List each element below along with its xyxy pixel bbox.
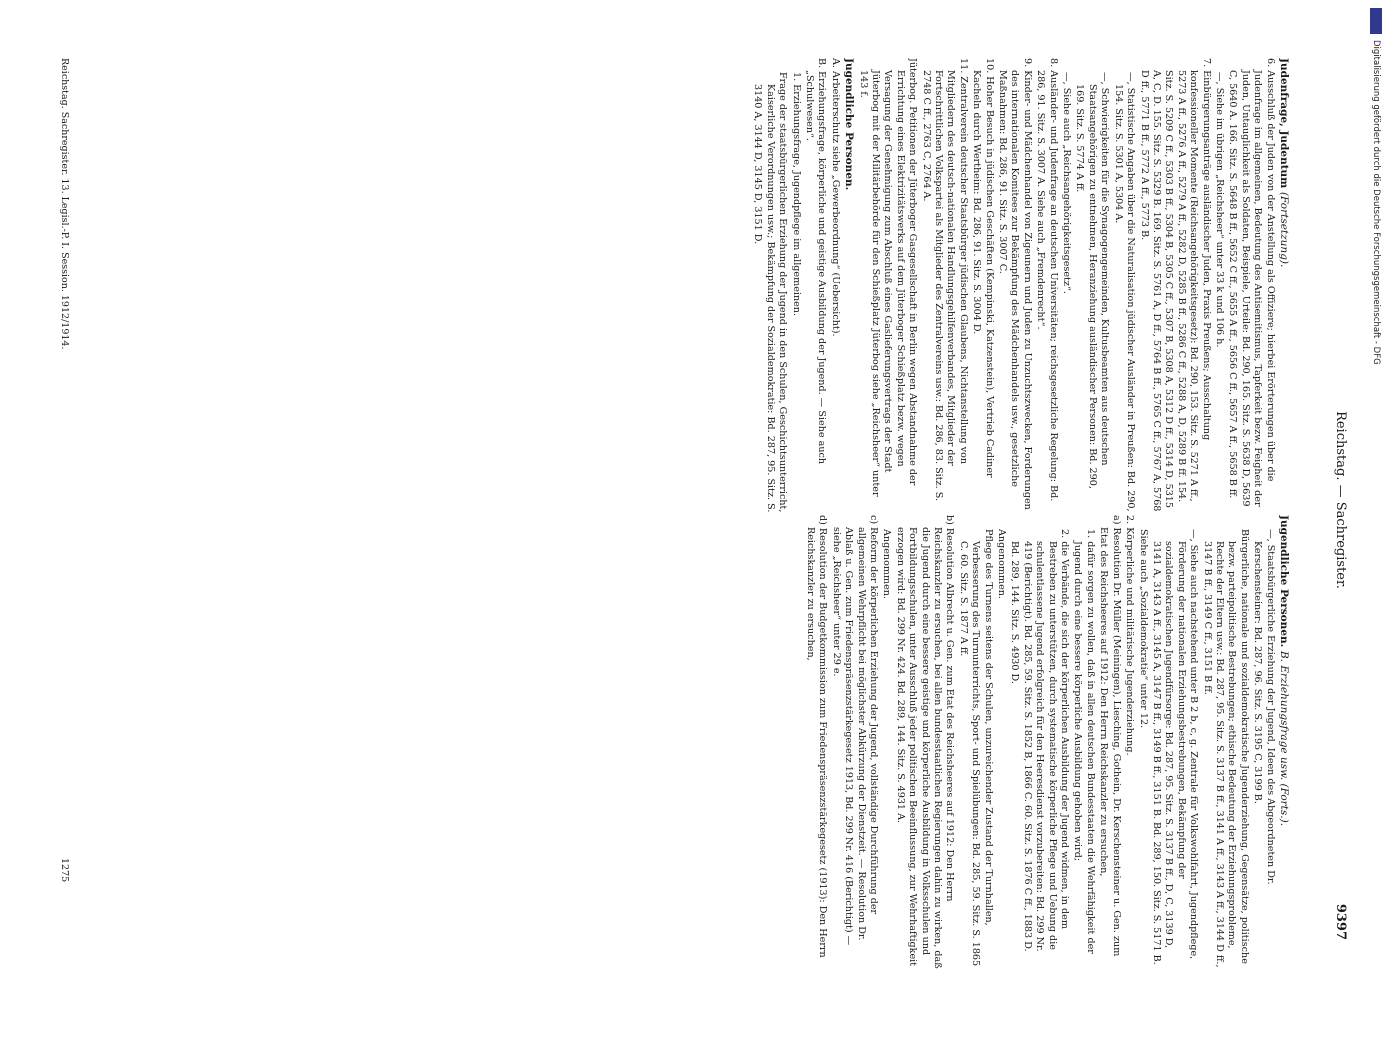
digitization-note: Digitalisierung gefördert durch die Deutsche Forschungsgemeinschaft - DFG bbox=[1371, 40, 1381, 365]
entry-paragraph: A. Arbeiterschutz siehe „Gewerbeordnung“ (Uebersicht). bbox=[829, 58, 841, 337]
entry-paragraph: Bürgerliche, nationale und sozialdemokratische Jugenderziehung, Gegensätze, politische bezw. parteipolitische Bestrebungen; ethische Bedeutung der Erziehungsprobleme, Rechte der Eltern usw.: Bd. 287, 95. Sitz. S. 3137 B ff., 3141 A ff., 3143 A ff., 3144 D ff., 3147 B ff., 3149 C ff., 3151 B ff. bbox=[1201, 529, 1250, 968]
entry-paragraph: —, Statistische Angaben über die Naturalisation jüdischer Ausländer in Preußen: Bd. 290, 154. Sitz. S. 5301 A, 5304 A. bbox=[1112, 72, 1137, 512]
entry-paragraph: 7. Einbürgerungsanträge ausländischer Juden, Praxis Preußens; Ausschaltung konfessioneller Momente (Reichsangehörigkeitsgesetz): Bd. 290, 153. Sitz. S. 5271 A ff., 5273 A ff., 5276 A ff., 5279 A ff., 5282 D, 5285 B ff., 5286 C ff., 5288 A, D, 5289 B ff. 154. Sitz. S. 5209 C ff., 5303 B ff., 5304 B, 5305 C ff., 5307 B, 5308 A, 5312 D ff., 5314 D, 5315 A, C, D. 155. Sitz. S. 5329 B. 169. Sitz. S. 5761 A, D ff., 5764 B ff., 5765 C ff., 5767 A, 5768 D ff., 5771 B ff., 5772 A ff., 5773 B. bbox=[1138, 58, 1212, 512]
heading-text: Judenfrage, Judentum bbox=[1278, 58, 1290, 189]
entry-paragraph: 1. dafür sorgen zu wollen, daß in allen deutschen Bundesstaaten die Wehrfähigkeit der Jugend durch eine bessere körperliche Ausbildung gehoben wird; bbox=[1072, 529, 1096, 954]
entry-paragraph: a) Resolution Dr. Müller (Meiningen), Liesching, Gothein, Dr. Kerschensteiner u. Gen. zum Etat des Reichsheeres auf 1912: Den Herrn Reichskanzler zu ersuchen, bbox=[1098, 515, 1122, 957]
section-heading-judenfrage bbox=[1278, 58, 1290, 513]
entry-paragraph: B. Erziehungsfrage, körperliche und geistige Ausbildung der Jugend. — Siehe auch „Schulwesen“. bbox=[803, 58, 828, 465]
heading-continuation: B. Erziehungsfrage usw. (Forts.). bbox=[1278, 650, 1290, 827]
entry-paragraph: 2. die Verbände, die sich der körperlichen Ausbildung der Jugend widmen, in dem Bestreben zu unterstützen, durch systematische körperliche Pflege und Uebung die schulentlassene Jugend erfolgreich für den Heeresdienst vorzubereiten: Bd. 299 Nr. 419 (Berichtigt). Bd. 285, 59. Sitz. S. 1852 B, 1866 C. 60. Sitz. S. 1876 C ff., 1883 D. Bd. 289, 144. Sitz. S. 4930 D. bbox=[1009, 529, 1071, 952]
heading-text: Jugendliche Personen. bbox=[1278, 515, 1290, 648]
running-title: Reichstag. — Sachregister. bbox=[1333, 411, 1348, 589]
right-column bbox=[70, 515, 1290, 970]
entry-paragraph: —, Schwierigkeiten für die Synagogengemeinden, Kultusbeamten aus deutschen Staatsangehörigen zu entnehmen, Heranziehung ausländischer Personen: Bd. 290, 169. Sitz. S. 5774 A ff. bbox=[1074, 72, 1111, 489]
entry-paragraph: b) Resolution Albrecht u. Gen. zum Etat des Reichsheeres auf 1912: Den Herrn Reichskanzler zu ersuchen, bei allen bundesstaatlichen Regierungen dahin zu wirken, daß die Jugend durch eine bessere geistige und körperliche Ausbildung in Volksschulen und Fortbildungsschulen, unter Ausschluß jeder politischen Beeinflussung, zur Wehrhaftigkeit erzogen wird: Bd. 299 Nr. 424. Bd. 289, 144. Sitz. S. 4931 A. bbox=[894, 515, 956, 969]
dfg-logo-icon bbox=[1370, 8, 1382, 34]
heading-continuation: (Fortsetzung). bbox=[1278, 191, 1290, 268]
entry-paragraph: 8. Ausländer- und Judenfrage an deutschen Universitäten; reichsgesetzliche Regelung: Bd. 286, 91. Sitz. S. 3007 A. Siehe auch „Fremdenrecht“. bbox=[1035, 58, 1059, 502]
section-heading-jugendliche-personen: Jugendliche Personen. bbox=[843, 58, 856, 191]
footer-series: Reichstag. Sachregister. 13. Legisl.-P. I. Session. 1912/1914. bbox=[59, 58, 70, 350]
digitization-stamp bbox=[1370, 0, 1383, 1000]
entry-paragraph: Angenommen. bbox=[881, 529, 893, 599]
entry-paragraph: 9. Kinder- und Mädchenhandel von Zigeunern und Juden zu Unzuchtszwecken, Forderungen des internationalen Komitees zur Bekämpfung des Mädchenhandels usw., gesetzliche Maßnahmen: Bd. 286, 91. Sitz. S. 3007 C. bbox=[997, 58, 1033, 510]
entry-jueterbog: Jüterbog. Petitionen der Jüterboger Gasgesellschaft in Berlin wegen Abstandnahme der Errichtung eines Elektrizitätswerks auf dem Jüterboger Schießplatz bezw. wegen Versagung der Genehmigung zum Abschluß eines Gaslieferungsvertrags der Stadt Jüterbog mit der Militärbehörde für den Schießplatz Jüterbog siehe „Reichsheer“ unter 143 f. bbox=[857, 58, 919, 497]
entry-paragraph: 1. Erziehungsfrage, Jugendpflege im allgemeinen. bbox=[790, 72, 802, 317]
page-header bbox=[1315, 0, 1365, 1000]
entry-paragraph: Angenommen. bbox=[996, 529, 1008, 599]
entry-paragraph: Siehe auch „Sozialdemokratie“ unter 12. bbox=[1137, 529, 1149, 729]
entry-paragraph: —, Staatsbürgerliche Erziehung der Jugend, Ideen des Abgeordneten Dr. Kerschensteiner: Bd. 287, 96. Sitz. S. 3195 C, 3199 B. bbox=[1252, 529, 1276, 885]
entry-paragraph: 2. Körperliche und militärische Jugenderziehung. bbox=[1124, 515, 1136, 756]
entry-paragraph: 10. Hoher Besuch in jüdischen Geschäften (Kempinski, Katzenstein), Vertrieb Cadiner Kacheln durch Wertheim: Bd. 286, 91. Sitz. S. 3004 D. bbox=[971, 58, 995, 478]
entry-paragraph: d) Resolution der Budgetkommission zum Friedenspräsenzstärkegesetz (1913): Den Herrn Reichskanzler zu ersuchen, bbox=[804, 515, 829, 958]
footer-number: 1275 bbox=[59, 858, 70, 883]
entry-paragraph: —, Siehe im übrigen „Reichsheer“ unter 33 k und 106 h. bbox=[1213, 72, 1225, 348]
entry-paragraph: 11. Zentralverein deutscher Staatsbürger jüdischen Glaubens, Nichtanstellung von Mitgliedern des deutsch-nationalen Handlungsgehilfenverbandes, Mitglieder der Fortschrittlichen Volkspartei als Mitglieder des Zentralvereins usw.: Bd. 286, 83. Sitz. S. 2748 C ff., 2763 C, 2764 A. bbox=[920, 58, 969, 501]
document-page bbox=[55, 0, 1365, 1000]
entry-paragraph: —, Siehe auch „Reichsangehörigkeitsgesetz“. bbox=[1061, 72, 1073, 294]
section-heading-jugendliche-personen-cont bbox=[1278, 515, 1290, 970]
entry-paragraph: Pflege des Turnens seitens der Schulen, unzureichender Zustand der Turnhallen, Verbesserung des Turnunterrichts, Sport- und Spielübungen: Bd. 285, 59. Sitz. S. 1865 C. 60. Sitz. S. 1877 A ff. bbox=[957, 529, 994, 967]
page-number: 9397 bbox=[1333, 903, 1348, 940]
page-footer bbox=[56, 58, 70, 998]
entry-paragraph: 6. Ausschluß der Juden von der Anstellung als Offiziere; hierbei Erörterungen über die Judenfrage im allgemeinen, Bedeutung des Antisemitismus, Tapferkeit bezw. Feigheit der Juden, Untauglichkeit als Soldaten, Beispiele, Urteile: Bd. 290, 165. Sitz. S. 5638 D, 5639 C, 5640 A. 166. Sitz. S. 5648 B ff., 5652 C ff., 5655 A ff., 5656 C ff., 5657 A ff., 5658 B ff. bbox=[1227, 58, 1276, 507]
entry-paragraph: c) Reform der körperlichen Erziehung der Jugend, vollständige Durchführung der allgemeinen Wehrpflicht bei möglichster Abkürzung der Dienstzeit. — Resolution Dr. Ablaß u. Gen. zum Friedenspräsenzstärkegesetz 1913, Bd. 299 Nr. 416 (Berichtigt) — siehe „Reichsheer“ unter 29 e. bbox=[830, 515, 879, 946]
left-column bbox=[70, 58, 1290, 513]
entry-paragraph: Frage der staatsbürgerlichen Erziehung der Jugend in den Schulen, Geschichtsunterricht, Kaiserliche Verordnungen usw.; Bekämpfung der Sozialdemokratie: Bd. 287, 95. Sitz. S. 3140 A, 3144 D, 3145 D, 3151 D. bbox=[752, 72, 789, 513]
entry-paragraph: —, Siehe auch nachstehend unter B 2 b, c, g. Zentrale für Volkswohlfahrt, Jugendpflege, Förderung der nationalen Erziehungsbestrebungen, Bekämpfung der sozialdemokratischen Jugendfürsorge: Bd. 287, 95. Sitz. S. 3137 B ff., D, C, 3139 D, 3141 A, 3143 A ff., 3145 A, 3147 B ff., 3149 B ff., 3151 B. Bd. 289, 150. Sitz. S. 5171 B. bbox=[1150, 529, 1200, 965]
